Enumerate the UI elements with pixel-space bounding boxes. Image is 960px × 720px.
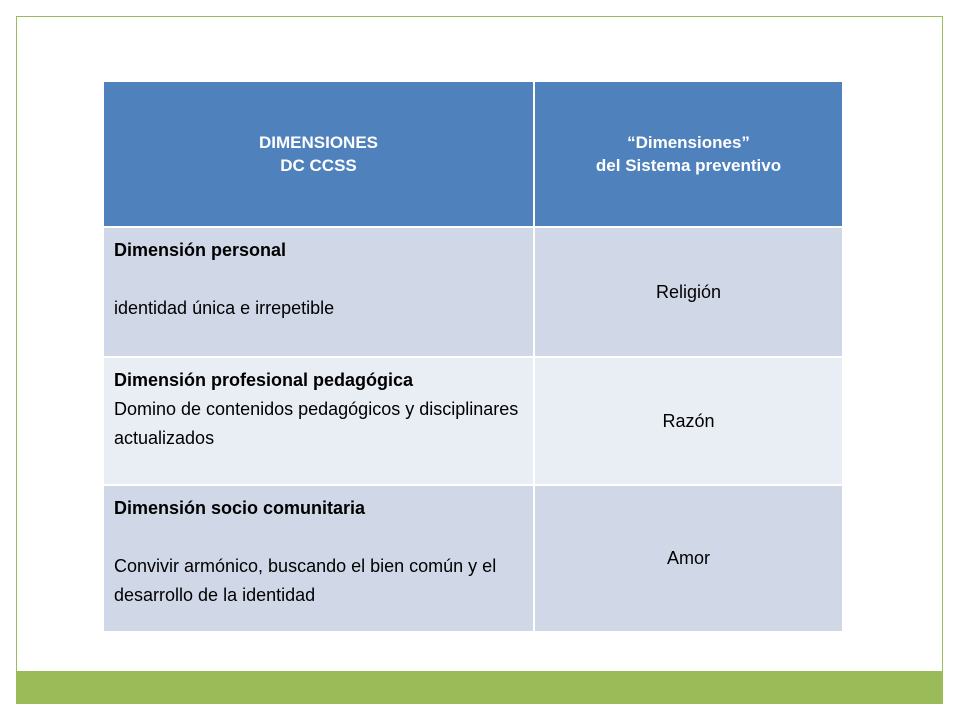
table-row — [103, 357, 843, 485]
dimension-title: Dimensión personal — [114, 240, 287, 260]
table-row — [103, 485, 843, 632]
header-col1-line1: DIMENSIONES — [258, 133, 379, 152]
dimension-description: Domino de contenidos pedagógicos y disciplinares actualizados — [114, 399, 519, 448]
dimension-title: Dimensión socio comunitaria — [114, 498, 366, 518]
dimension-description: Convivir armónico, buscando el bien común y el desarrollo de la identidad — [114, 556, 497, 605]
dimension-cell — [103, 357, 534, 485]
dimension-description: identidad única e irrepetible — [114, 298, 335, 318]
header-col2-line1: “Dimensiones” — [627, 133, 750, 152]
dimensions-table — [102, 80, 844, 633]
header-col1-line2: DC CCSS — [280, 156, 357, 175]
header-col2-line2: del Sistema preventivo — [595, 156, 782, 175]
table-row — [103, 227, 843, 357]
preventive-dimension-cell: Religión — [534, 227, 843, 357]
preventive-dimension-cell: Razón — [534, 357, 843, 485]
header-dimensiones-sistema-preventivo — [534, 81, 843, 227]
dimension-title: Dimensión profesional pedagógica — [114, 370, 414, 390]
dimension-cell — [103, 227, 534, 357]
footer-accent-bar — [16, 671, 943, 704]
dimension-cell — [103, 485, 534, 632]
header-dimensiones-dc-ccss — [103, 81, 534, 227]
preventive-dimension-cell: Amor — [534, 485, 843, 632]
table-header-row — [103, 81, 843, 227]
